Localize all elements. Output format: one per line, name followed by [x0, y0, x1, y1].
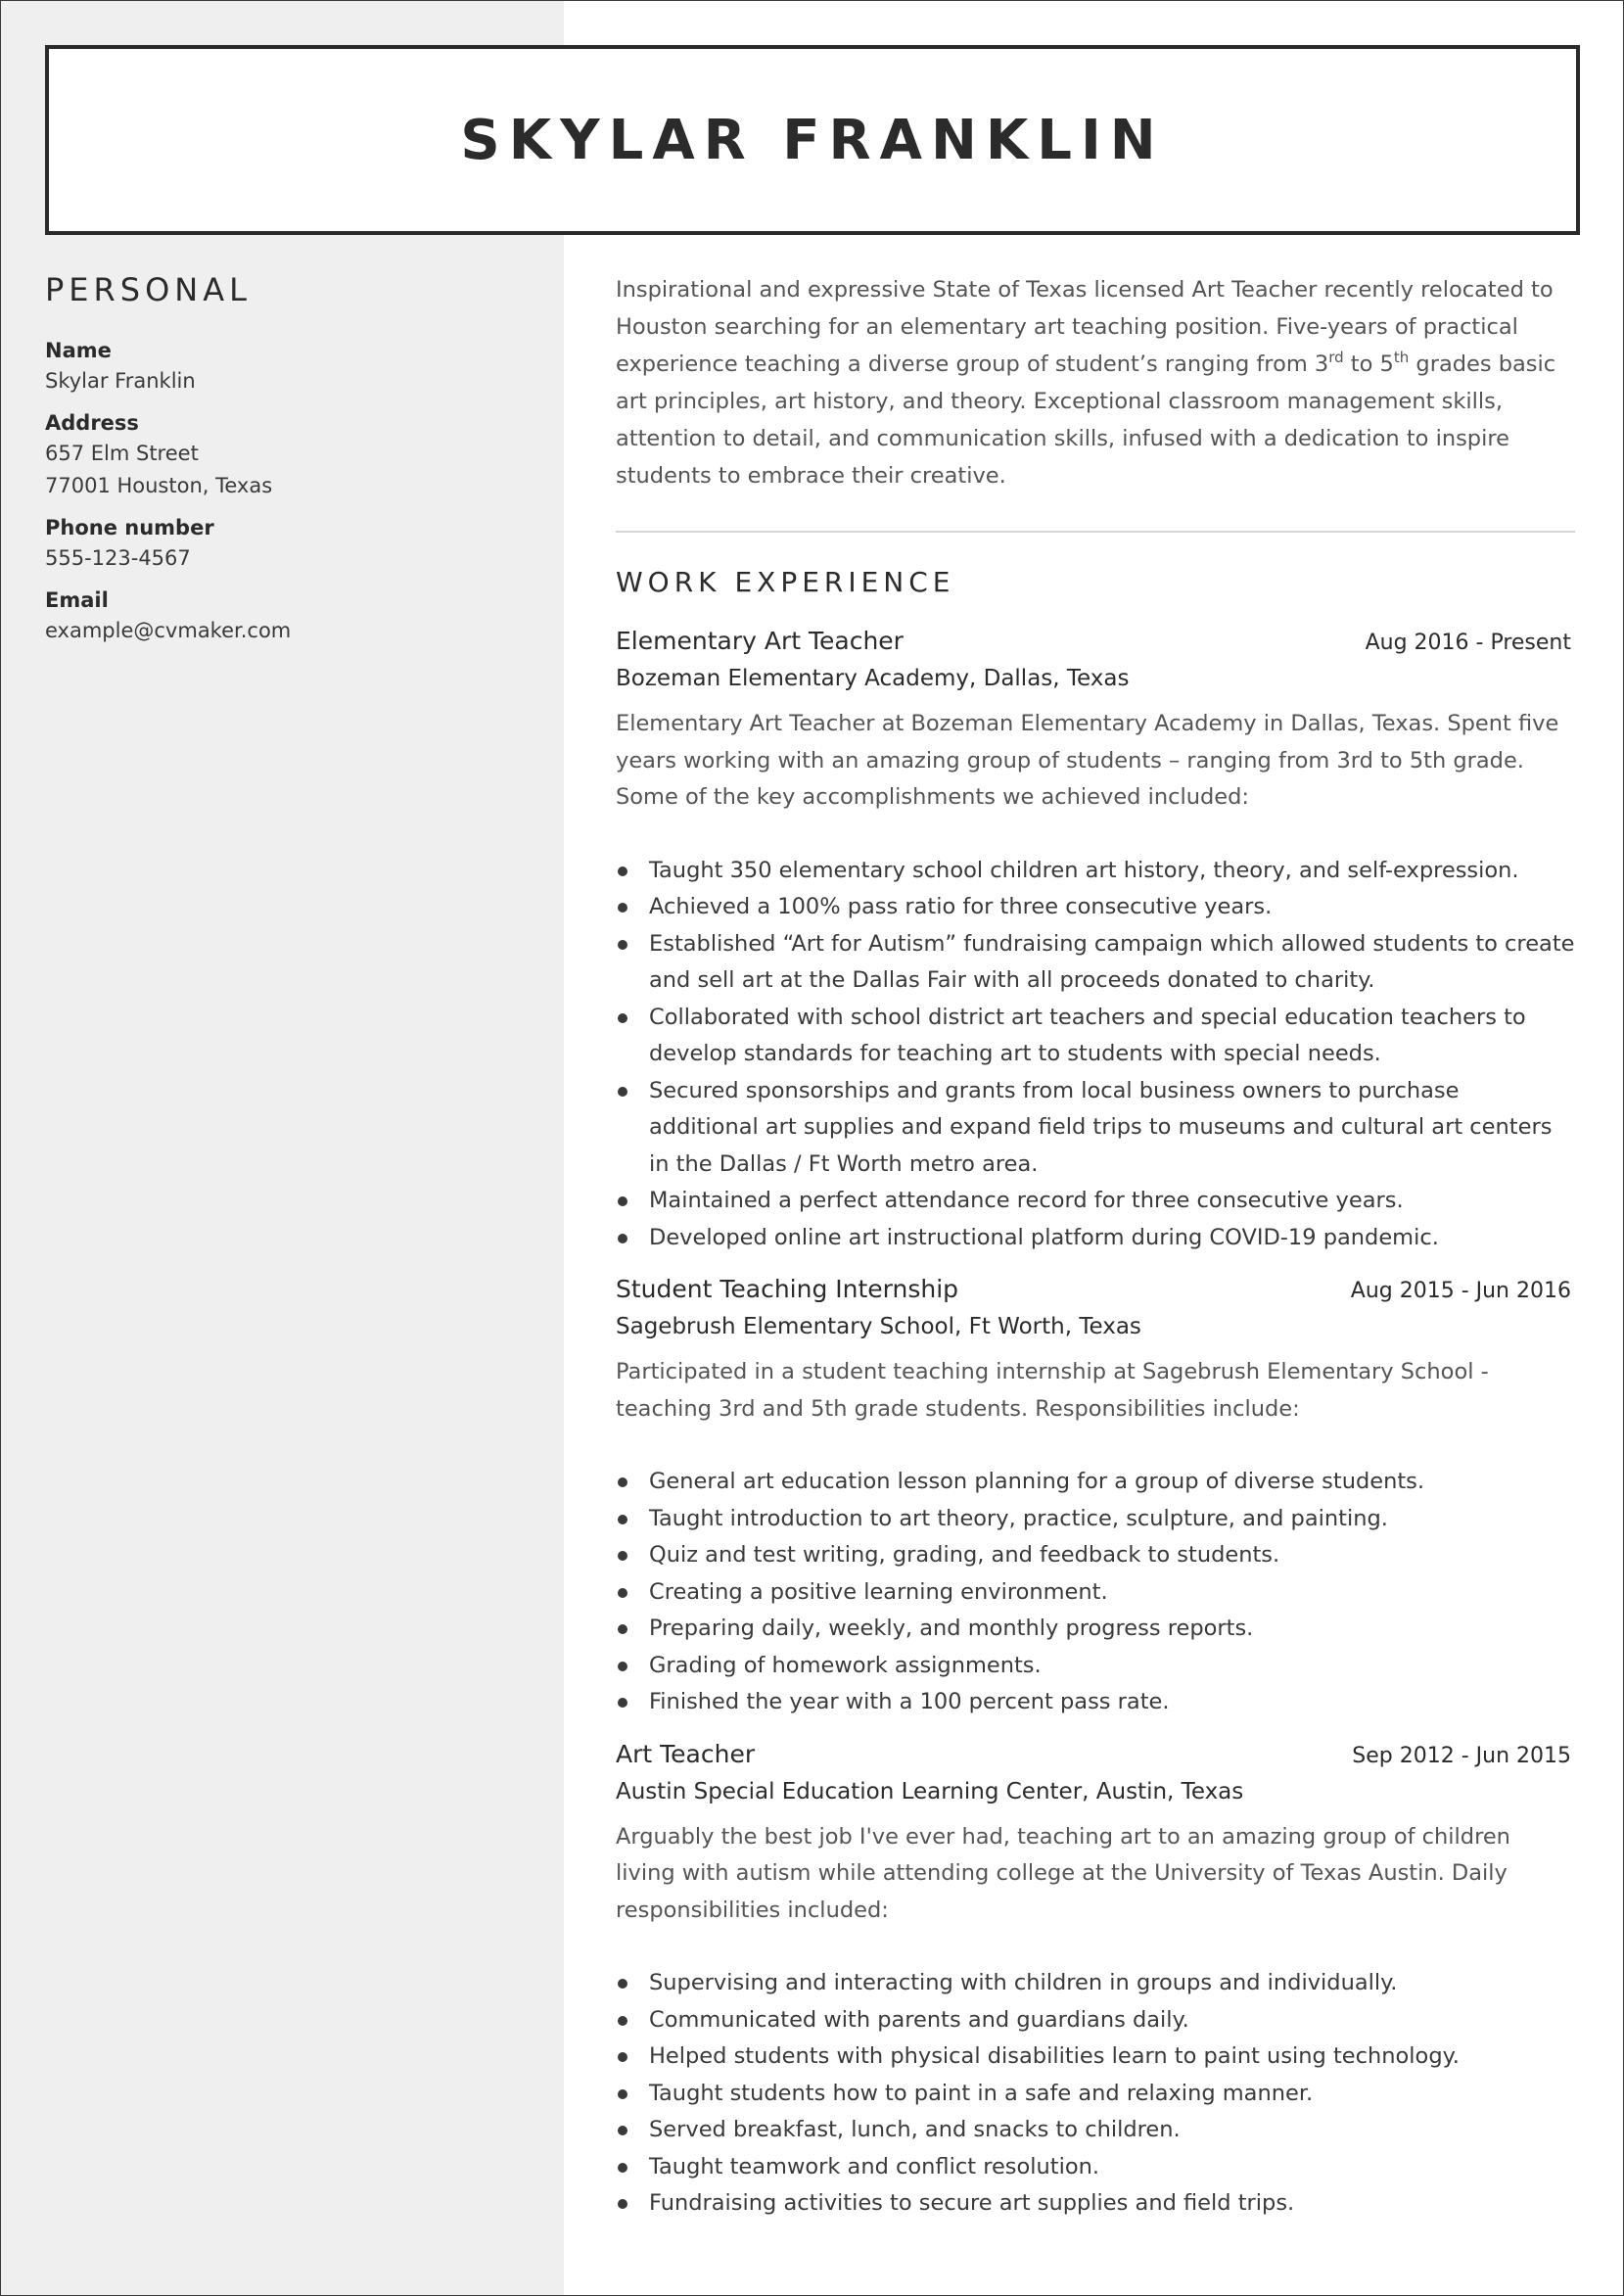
- email-label: Email: [45, 588, 109, 612]
- phone-value: 555-123-4567: [45, 546, 191, 570]
- bullet-dot-icon: [618, 1013, 627, 1023]
- section-divider: [616, 531, 1575, 533]
- job-bullet-list: [616, 853, 1575, 1257]
- job-description: Elementary Art Teacher at Bozeman Elementary Academy in Dallas, Texas. Spent five years working with an amazing group of students – ranging from 3rd to 5th grade. Some of the key accomplishments we achieved included:: [616, 711, 1559, 810]
- bullet-item: Preparing daily, weekly, and monthly progress reports.: [616, 1611, 1575, 1648]
- bullet-dot-icon: [618, 940, 627, 950]
- bullet-dot-icon: [618, 2199, 627, 2209]
- job-entry: [616, 627, 1575, 1256]
- bullet-item: Collaborated with school district art teachers and special education teachers to develop standards for teaching art to students with special needs.: [616, 1000, 1575, 1073]
- bullet-dot-icon: [618, 2126, 627, 2135]
- bullet-item: General art education lesson planning for a group of diverse students.: [616, 1464, 1575, 1501]
- bullet-item: Supervising and interacting with children in groups and individually.: [616, 1965, 1575, 2002]
- name-field: [45, 336, 534, 398]
- bullet-item: Quiz and test writing, grading, and feedback to students.: [616, 1537, 1575, 1574]
- job-dates: Aug 2015 - Jun 2016: [1350, 1279, 1571, 1303]
- work-experience-heading: WORK EXPERIENCE: [616, 566, 955, 598]
- bullet-dot-icon: [618, 2052, 627, 2062]
- bullet-dot-icon: [618, 2016, 627, 2026]
- job-header: [616, 1740, 1575, 1775]
- personal-sidebar: [45, 271, 534, 658]
- bullet-item: Established “Art for Autism” fundraising campaign which allowed students to create and sell art at the Dallas Fair with all proceeds donated to charity.: [616, 926, 1575, 1000]
- job-title: Student Teaching Internship: [616, 1275, 959, 1303]
- address-line-1: 657 Elm Street: [45, 442, 199, 465]
- job-description: Participated in a student teaching internship at Sagebrush Elementary School - teaching 3rd and 5th grade students. Responsibilities include:: [616, 1359, 1489, 1422]
- job-title: Elementary Art Teacher: [616, 627, 904, 655]
- bullet-item: Developed online art instructional platform during COVID-19 pandemic.: [616, 1220, 1575, 1257]
- job-entry: [616, 1275, 1575, 1721]
- job-company: Austin Special Education Learning Center, Austin, Texas: [616, 1778, 1244, 1804]
- profile-summary: [616, 271, 1575, 494]
- address-line-2: 77001 Houston, Texas: [45, 474, 273, 497]
- summary-text-2: to 5: [1343, 351, 1394, 377]
- name-header-box: [45, 45, 1580, 235]
- job-description: Arguably the best job I've ever had, teaching art to an amazing group of children living with autism while attending college at the University of Texas Austin. Daily responsibilities included:: [616, 1823, 1510, 1923]
- personal-heading: PERSONAL: [45, 271, 252, 308]
- bullet-item: Taught introduction to art theory, practice, sculpture, and painting.: [616, 1501, 1575, 1538]
- bullet-item: Fundraising activities to secure art supplies and field trips.: [616, 2185, 1575, 2223]
- bullet-item: Communicated with parents and guardians daily.: [616, 2002, 1575, 2039]
- bullet-dot-icon: [618, 1515, 627, 1524]
- address-label: Address: [45, 411, 139, 435]
- bullet-dot-icon: [618, 1087, 627, 1097]
- bullet-item: Achieved a 100% pass ratio for three consecutive years.: [616, 889, 1575, 926]
- bullet-dot-icon: [618, 1588, 627, 1598]
- job-bullet-list: [616, 1464, 1575, 1721]
- bullet-item: Taught students how to paint in a safe and relaxing manner.: [616, 2076, 1575, 2113]
- bullet-dot-icon: [618, 1196, 627, 1206]
- email-field: [45, 586, 534, 647]
- job-dates: Sep 2012 - Jun 2015: [1352, 1743, 1571, 1768]
- job-title: Art Teacher: [616, 1739, 756, 1768]
- bullet-item: Finished the year with a 100 percent pass rate.: [616, 1684, 1575, 1721]
- phone-label: Phone number: [45, 516, 214, 539]
- name-value: Skylar Franklin: [45, 369, 196, 393]
- bullet-dot-icon: [618, 1551, 627, 1561]
- bullet-item: Helped students with physical disabilities learn to paint using technology.: [616, 2038, 1575, 2076]
- job-company: Bozeman Elementary Academy, Dallas, Texas: [616, 666, 1130, 691]
- summary-text-3: grades basic art principles, art history, and theory. Exceptional classroom management skills, attention to detail, and communication skills, infused with a dedication to inspire students to embrace their creative.: [616, 351, 1556, 489]
- job-company: Sagebrush Elementary School, Ft Worth, Texas: [616, 1314, 1141, 1339]
- address-field: [45, 408, 534, 502]
- job-header: [616, 627, 1575, 662]
- candidate-name: SKYLAR FRANKLIN: [460, 108, 1165, 172]
- name-label: Name: [45, 339, 112, 362]
- bullet-dot-icon: [618, 1477, 627, 1487]
- bullet-dot-icon: [618, 1624, 627, 1634]
- bullet-dot-icon: [618, 1662, 627, 1671]
- job-dates: Aug 2016 - Present: [1365, 631, 1571, 655]
- bullet-item: Taught teamwork and conflict resolution.: [616, 2149, 1575, 2186]
- summary-text-1: Inspirational and expressive State of Texas licensed Art Teacher recently relocated to Houston searching for an elementary art teaching position. Five-years of practical experience teaching a diverse group of student’s ranging from 3: [616, 277, 1554, 377]
- bullet-dot-icon: [618, 903, 627, 913]
- bullet-item: Creating a positive learning environment.: [616, 1574, 1575, 1612]
- job-entry: [616, 1740, 1575, 2223]
- bullet-dot-icon: [618, 2163, 627, 2173]
- summary-superscript-th: th: [1393, 349, 1410, 366]
- phone-field: [45, 513, 534, 575]
- bullet-item: Served breakfast, lunch, and snacks to children.: [616, 2112, 1575, 2149]
- job-bullet-list: [616, 1965, 1575, 2223]
- bullet-dot-icon: [618, 1979, 627, 1989]
- bullet-item: Secured sponsorships and grants from local business owners to purchase additional art supplies and expand field trips to museums and cultural art centers in the Dallas / Ft Worth metro area.: [616, 1073, 1575, 1184]
- bullet-dot-icon: [618, 1698, 627, 1708]
- bullet-item: Maintained a perfect attendance record for three consecutive years.: [616, 1183, 1575, 1220]
- bullet-dot-icon: [618, 2089, 627, 2099]
- bullet-dot-icon: [618, 867, 627, 876]
- email-value: example@cvmaker.com: [45, 619, 292, 642]
- bullet-item: Taught 350 elementary school children art history, theory, and self-expression.: [616, 853, 1575, 890]
- job-header: [616, 1275, 1575, 1310]
- main-content: [616, 271, 1575, 2241]
- summary-superscript-rd: rd: [1328, 349, 1344, 366]
- bullet-item: Grading of homework assignments.: [616, 1648, 1575, 1685]
- bullet-dot-icon: [618, 1234, 627, 1243]
